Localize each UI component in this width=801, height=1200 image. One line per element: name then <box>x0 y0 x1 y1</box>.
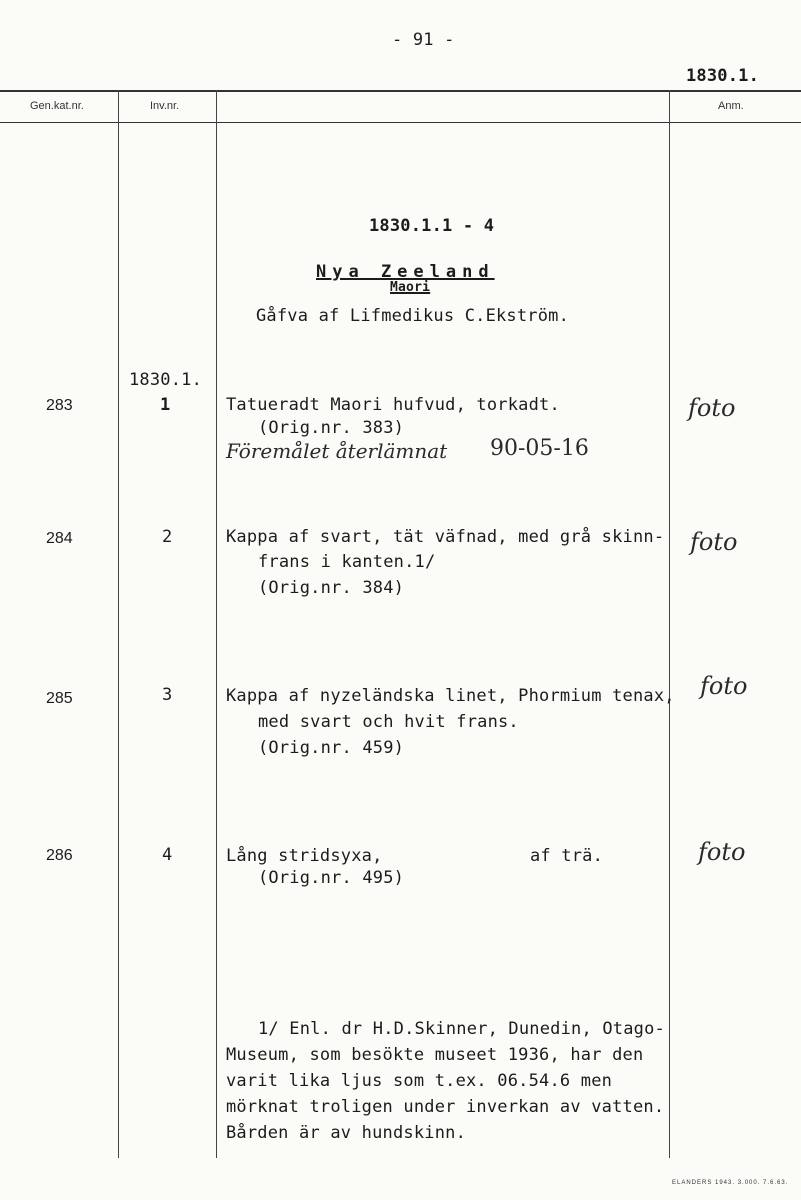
accession-number: 1830.1. <box>686 66 760 86</box>
printer-mark: ELANDERS 1943. 3.000. 7.6.63. <box>672 1180 789 1186</box>
handwritten-note: Föremålet återlämnat <box>226 439 448 463</box>
gen-kat-number: 285 <box>46 690 73 707</box>
anm-note: foto <box>690 528 738 556</box>
anm-note: foto <box>700 672 748 700</box>
footnote-line: 1/ Enl. dr H.D.Skinner, Dunedin, Otago- <box>258 1019 665 1039</box>
entry-line: frans i kanten.1/ <box>258 552 436 572</box>
entry-line: (Orig.nr. 459) <box>258 738 405 758</box>
column-header-gen-kat: Gen.kat.nr. <box>30 100 84 112</box>
column-header-anm: Anm. <box>718 100 744 112</box>
inv-number: 4 <box>162 845 173 865</box>
inv-prefix: 1830.1. <box>129 370 203 390</box>
gen-kat-number: 286 <box>46 847 73 864</box>
gen-kat-number: 283 <box>46 397 73 414</box>
entry-material: af trä. <box>530 846 604 866</box>
column-divider-1 <box>118 90 119 1158</box>
inv-number: 3 <box>162 685 173 705</box>
inv-number: 1 <box>160 395 171 415</box>
donor-line: Gåfva af Lifmedikus C.Ekström. <box>256 306 570 326</box>
header-bottom-rule <box>0 122 801 123</box>
entry-line: (Orig.nr. 495) <box>258 868 405 888</box>
people-title: Maori <box>390 280 431 295</box>
inv-number: 2 <box>162 527 173 547</box>
entry-line: Kappa af nyzeländska linet, Phormium tenax, <box>226 686 675 706</box>
entry-line: med svart och hvit frans. <box>258 712 519 732</box>
column-header-inv: Inv.nr. <box>150 100 180 112</box>
header-top-rule <box>0 90 801 92</box>
footnote-line: Museum, som besökte museet 1936, har den <box>226 1045 644 1065</box>
column-divider-2 <box>216 90 217 1158</box>
gen-kat-number: 284 <box>46 530 73 547</box>
entry-line: (Orig.nr. 384) <box>258 578 405 598</box>
handwritten-date: 90-05-16 <box>490 436 589 461</box>
entry-line: Lång stridsyxa, <box>226 846 383 866</box>
entry-range: 1830.1.1 - 4 <box>369 216 495 236</box>
page-number: - 91 - <box>392 30 455 50</box>
region-title: Nya Zeeland <box>316 262 495 282</box>
anm-note: foto <box>688 394 736 422</box>
anm-note: foto <box>698 838 746 866</box>
footnote-line: varit lika ljus som t.ex. 06.54.6 men <box>226 1071 613 1091</box>
entry-line: Tatueradt Maori hufvud, torkadt. <box>226 395 560 415</box>
column-divider-3 <box>669 90 670 1158</box>
footnote-line: mörknat troligen under inverkan av vatten. <box>226 1097 665 1117</box>
footnote-line: Bården är av hundskinn. <box>226 1123 467 1143</box>
entry-line: (Orig.nr. 383) <box>258 418 405 438</box>
entry-line: Kappa af svart, tät väfnad, med grå skinn- <box>226 527 665 547</box>
